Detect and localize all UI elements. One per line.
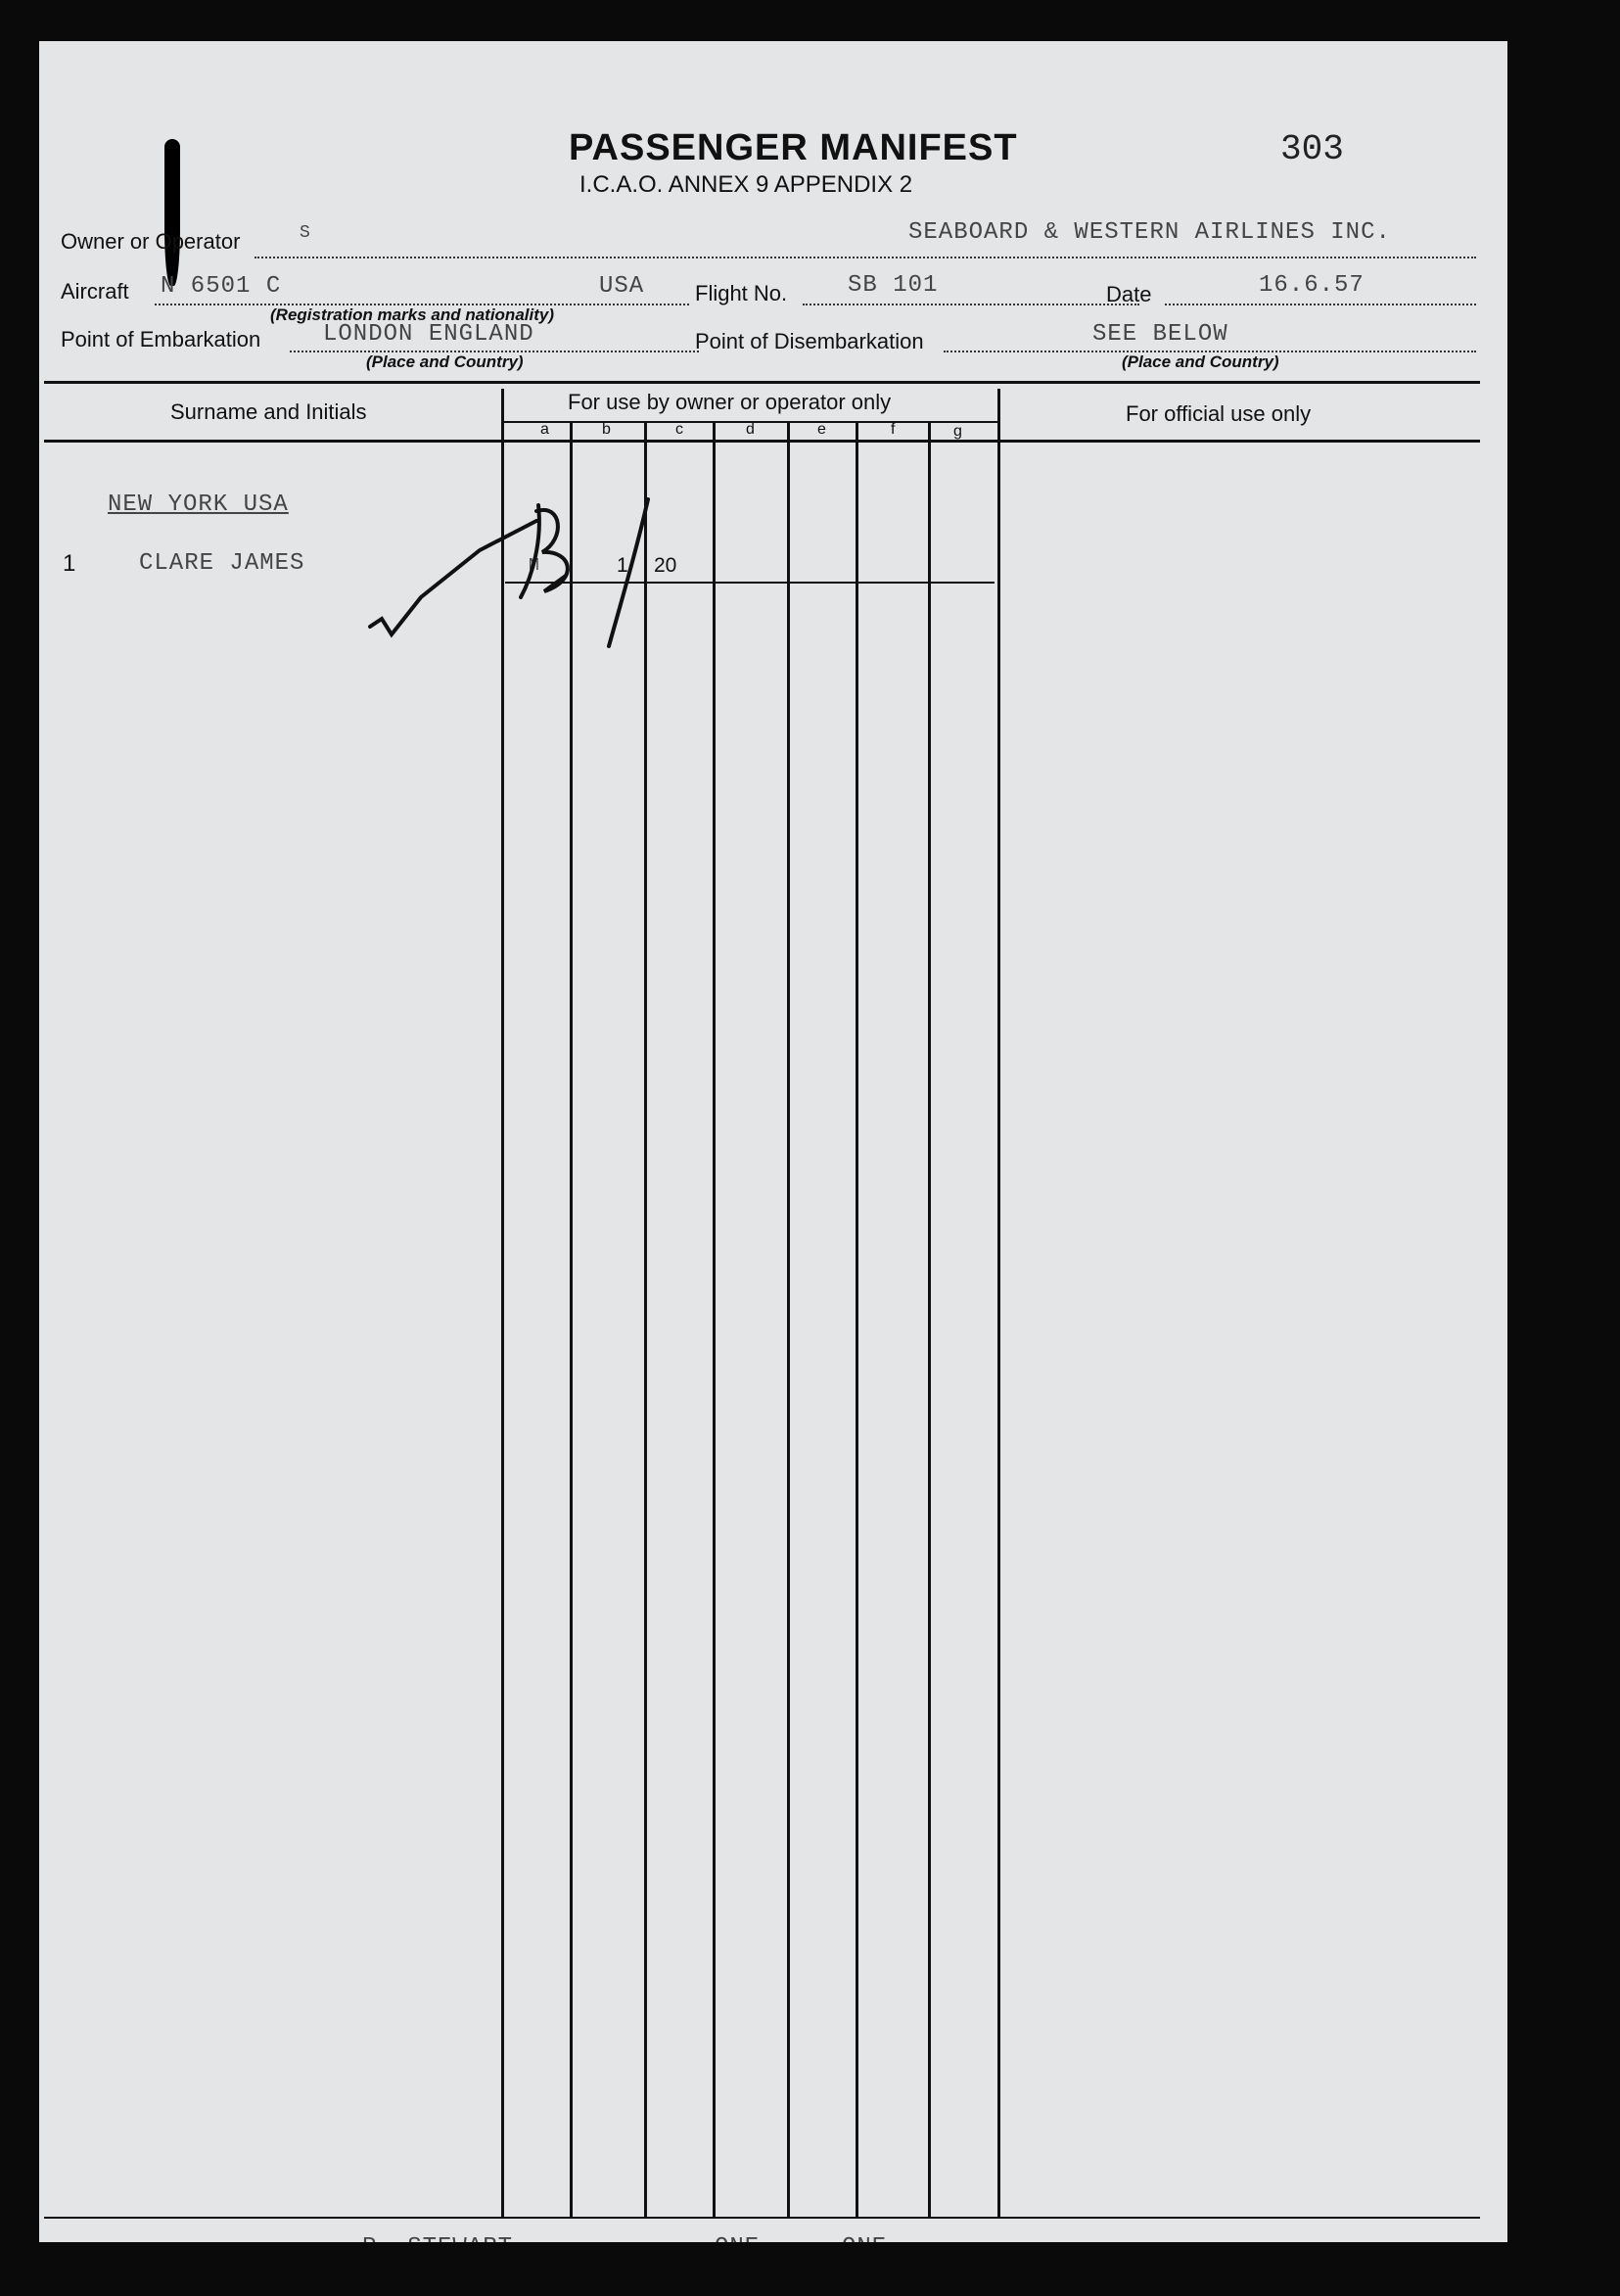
col-rule-e: [787, 421, 790, 2218]
col-letter-g: g: [953, 423, 962, 440]
section-heading: NEW YORK USA: [108, 492, 289, 518]
cell-a: M: [529, 556, 540, 576]
scan-bottom-edge: [0, 2242, 1620, 2296]
owner-field-line: [255, 257, 1476, 258]
col-rule-d: [713, 421, 716, 2218]
row-number: 1: [63, 550, 76, 577]
manifest-page: [39, 41, 1507, 2296]
col-letter-b: b: [602, 421, 611, 438]
flight-value: SB 101: [848, 272, 939, 299]
passenger-name: CLARE JAMES: [139, 550, 305, 577]
page-title: PASSENGER MANIFEST: [569, 127, 1018, 168]
page-number: 303: [1280, 129, 1344, 169]
owner-prefix: S: [300, 223, 311, 243]
embarkation-note: (Place and Country): [366, 352, 524, 371]
col-letter-a: a: [540, 421, 549, 438]
col-rule-b: [570, 421, 573, 2218]
col-surname-header: Surname and Initials: [170, 399, 367, 424]
col-rule-c: [644, 421, 647, 2218]
table-bottom-rule: [44, 2217, 1480, 2219]
col-letter-d: d: [746, 421, 755, 438]
owner-value: SEABOARD & WESTERN AIRLINES INC.: [908, 219, 1391, 246]
page-subtitle: I.C.A.O. ANNEX 9 APPENDIX 2: [579, 171, 913, 198]
owner-label: Owner or Operator: [61, 229, 241, 254]
col-rule-f: [856, 421, 858, 2218]
flight-field-line: [803, 304, 1139, 305]
table-header-rule: [44, 440, 1480, 443]
date-field-line: [1165, 304, 1476, 305]
aircraft-label: Aircraft: [61, 279, 129, 304]
col-letter-f: f: [891, 421, 896, 438]
col-operator-header: For use by owner or operator only: [568, 390, 892, 414]
date-label: Date: [1106, 282, 1152, 306]
ink-blot: [164, 139, 180, 286]
cell-c: 20: [654, 554, 677, 577]
disembarkation-value: SEE BELOW: [1092, 321, 1228, 348]
col-letter-e: e: [817, 421, 826, 438]
aircraft-note: (Registration marks and nationality): [270, 305, 554, 324]
handwritten-check-signature: [362, 482, 695, 678]
table-top-rule: [44, 381, 1480, 384]
col-official-header: For official use only: [1126, 401, 1312, 426]
cell-b: 1: [617, 554, 628, 577]
flight-label: Flight No.: [695, 281, 788, 305]
disembarkation-note: (Place and Country): [1122, 352, 1279, 371]
aircraft-value: N 6501 C: [161, 273, 282, 300]
col-rule-official: [997, 389, 1000, 2218]
disembarkation-label: Point of Disembarkation: [695, 329, 924, 353]
col-letter-c: c: [675, 421, 683, 438]
embarkation-label: Point of Embarkation: [61, 327, 261, 351]
date-value: 16.6.57: [1259, 272, 1365, 299]
aircraft-nationality: USA: [599, 273, 645, 300]
embarkation-value: LONDON ENGLAND: [323, 321, 534, 348]
col-rule-g: [928, 421, 931, 2218]
